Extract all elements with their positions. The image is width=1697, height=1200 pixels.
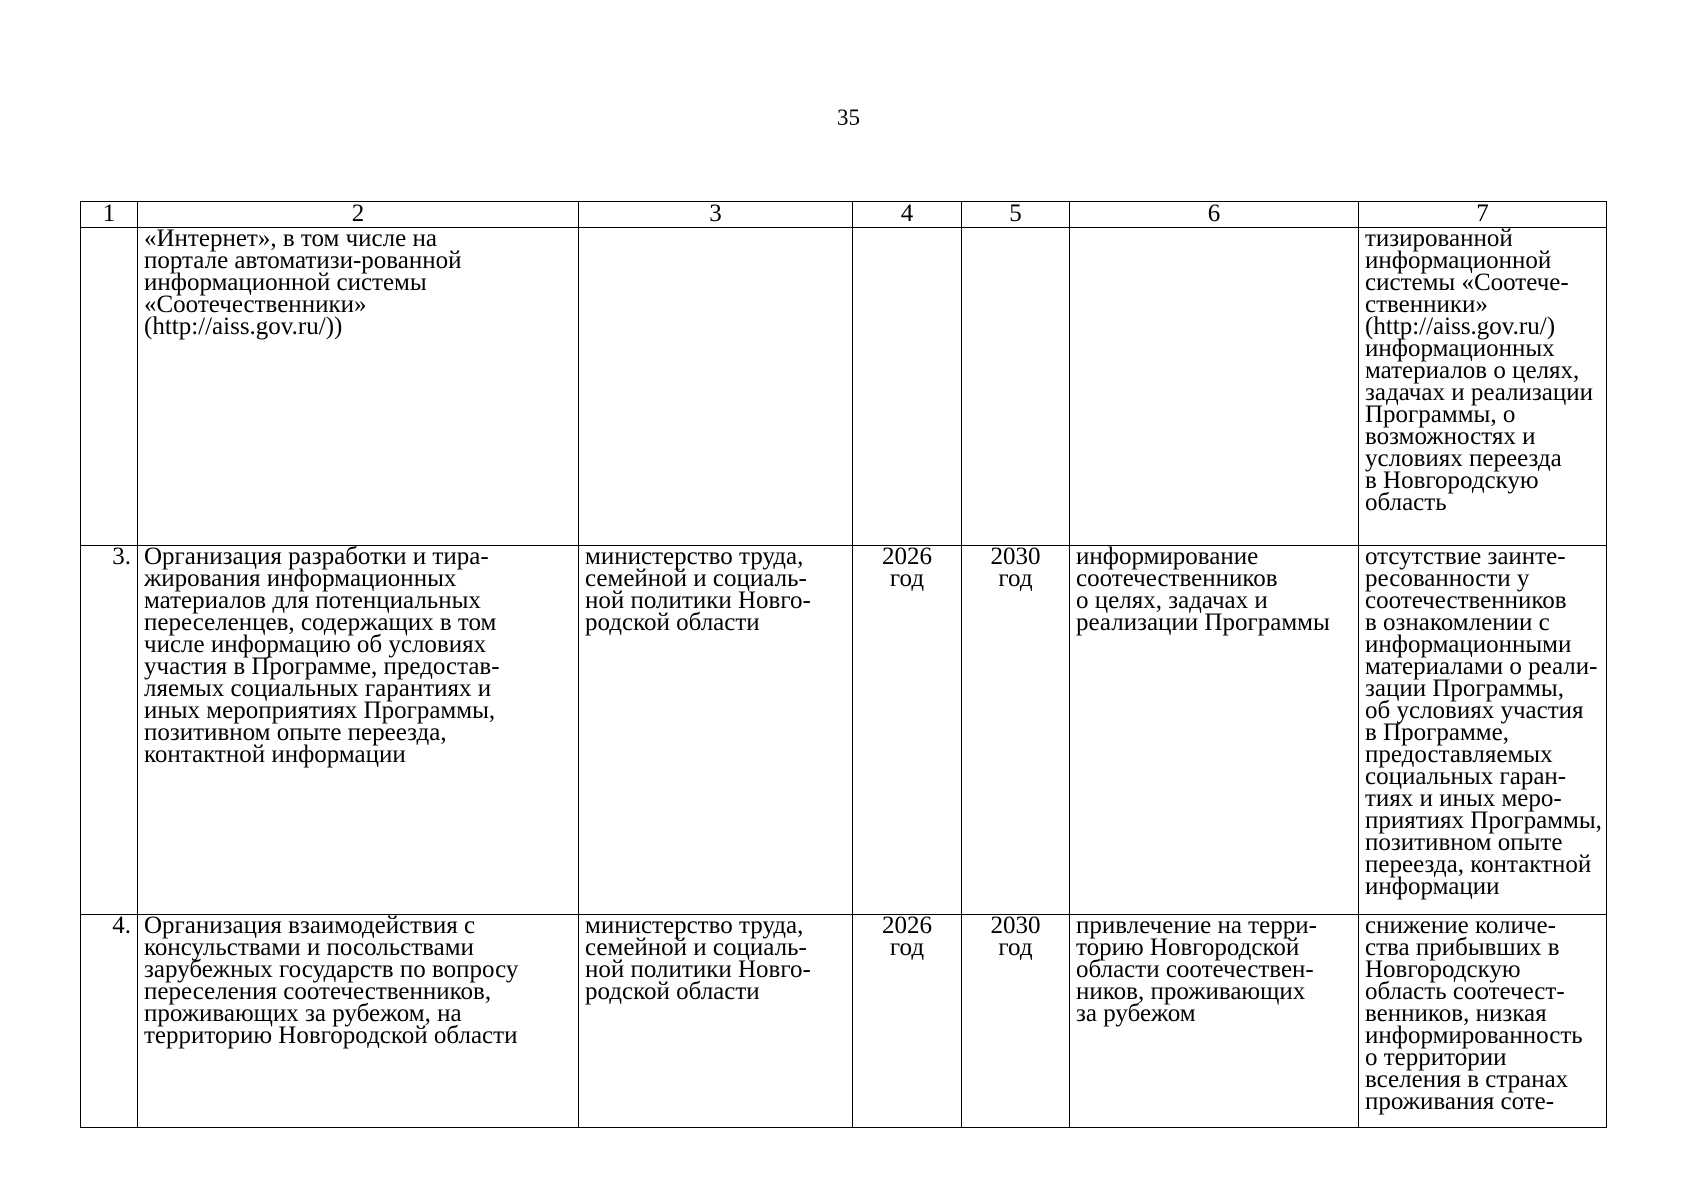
cell-text-line: год <box>889 934 925 961</box>
column-header: 2 <box>138 202 579 228</box>
cell-text-line: «Интернет», в том числе на <box>144 225 437 252</box>
cell-text-line: материалов для потенциальных <box>144 587 481 614</box>
program-activities-table <box>80 201 1607 1128</box>
table-header-row <box>81 202 1607 228</box>
cell-activity <box>138 912 579 1128</box>
cell-text-line: переезда, контактной <box>1365 851 1592 878</box>
cell-executor <box>579 912 853 1128</box>
column-header: 4 <box>853 202 962 228</box>
cell-text-line: приятиях Программы, <box>1365 807 1602 834</box>
cell-number <box>81 912 138 1128</box>
cell-text-line: информационных <box>1365 335 1555 362</box>
cell-text-line: ства прибывших в <box>1365 934 1560 961</box>
cell-text-line: жирования информационных <box>144 565 457 592</box>
cell-end-year <box>962 543 1070 915</box>
cell-text-line: проживания соте- <box>1365 1088 1555 1115</box>
cell-text-line: в ознакомлении с <box>1365 609 1550 636</box>
cell-text-line: о территории <box>1365 1044 1507 1071</box>
cell-text-line: Новгородскую <box>1365 956 1521 983</box>
cell-text-line: участия в Программе, предостав- <box>144 653 500 680</box>
cell-text-line: ной политики Новго- <box>585 587 811 614</box>
table-row <box>81 915 1607 1128</box>
cell-text-line: информирование <box>1076 543 1259 570</box>
cell-text-line: о целях, задачах и <box>1076 587 1268 614</box>
cell-text-line: семейной и социаль- <box>585 565 807 592</box>
cell-text-line: зарубежных государств по вопросу <box>144 956 519 983</box>
cell-text-line: социальных гаран- <box>1365 763 1567 790</box>
column-header: 6 <box>1070 202 1359 228</box>
cell-executor <box>579 543 853 915</box>
column-header: 7 <box>1359 202 1607 228</box>
cell-text-line: Организация взаимодействия с <box>144 912 476 939</box>
cell-text-line: родской области <box>585 609 760 636</box>
cell-number <box>81 543 138 915</box>
cell-text-line: ников, проживающих <box>1076 978 1306 1005</box>
column-header: 5 <box>962 202 1070 228</box>
cell-text-line: об условиях участия <box>1365 697 1584 724</box>
cell-start-year <box>853 543 962 915</box>
cell-text-line: условиях переезда <box>1365 445 1562 472</box>
cell-text-line: Программы, о <box>1365 401 1516 428</box>
cell-text-line: год <box>998 934 1033 961</box>
cell-text-line: иных мероприятиях Программы, <box>144 697 496 724</box>
cell-text-line: 2030 <box>990 543 1041 570</box>
cell-text-line: семейной и социаль- <box>585 934 807 961</box>
cell-text-line: привлечение на терри- <box>1076 912 1317 939</box>
cell-text-line: соотечественников <box>1365 587 1567 614</box>
cell-text-line: область <box>1365 489 1447 516</box>
cell-text-line: тизированной <box>1365 225 1513 252</box>
cell-text-line: области соотечествен- <box>1076 956 1314 983</box>
cell-text-line: контактной информации <box>144 741 406 768</box>
cell-expected-result <box>1070 543 1359 915</box>
cell-text-line: информированность <box>1365 1022 1583 1049</box>
cell-text-line: «Соотечественники» <box>144 291 367 318</box>
cell-text-line: снижение количе- <box>1365 912 1556 939</box>
cell-text-line: родской области <box>585 978 760 1005</box>
cell-text-line: ляемых социальных гарантиях и <box>144 675 492 702</box>
cell-text-line: 2026 <box>882 912 932 939</box>
cell-text-line: (http://aiss.gov.ru/) <box>1365 313 1556 340</box>
cell-text-line: год <box>998 565 1033 592</box>
cell-text-line: в Программе, <box>1365 719 1509 746</box>
cell-text-line: министерство труда, <box>585 912 804 939</box>
column-header: 3 <box>579 202 853 228</box>
cell-end-year <box>962 228 1070 546</box>
cell-non-implementation-consequence <box>1359 912 1607 1128</box>
cell-text-line: информационной <box>1365 247 1552 274</box>
cell-non-implementation-consequence <box>1359 543 1607 915</box>
cell-text-line: область соотечест- <box>1365 978 1565 1005</box>
cell-text-line: задачах и реализации <box>1365 379 1594 406</box>
cell-text-line: материалами о реали- <box>1365 653 1598 680</box>
cell-text-line: тиях и иных меро- <box>1365 785 1562 812</box>
cell-text-line: информации <box>1365 873 1500 900</box>
cell-text-line: Организация разработки и тира- <box>144 543 489 570</box>
cell-text-line: консульствами и посольствами <box>144 934 474 961</box>
cell-text-line: материалов о целях, <box>1365 357 1580 384</box>
cell-expected-result <box>1070 912 1359 1128</box>
cell-text-line: венников, низкая <box>1365 1000 1547 1027</box>
cell-text-line: вселения в странах <box>1365 1066 1569 1093</box>
cell-text-line: позитивном опыте переезда, <box>144 719 447 746</box>
cell-text-line: системы «Соотече- <box>1365 269 1569 296</box>
row-number: 3. <box>112 543 131 570</box>
cell-text-line: информационными <box>1365 631 1572 658</box>
cell-text-line: проживающих за рубежом, на <box>144 1000 462 1027</box>
cell-activity <box>138 225 579 546</box>
cell-text-line: за рубежом <box>1076 1000 1196 1027</box>
cell-text-line: в Новгородскую <box>1365 467 1539 494</box>
cell-text-line: ной политики Новго- <box>585 956 811 983</box>
cell-text-line: возможностях и <box>1365 423 1536 450</box>
cell-text-line: реализации Программы <box>1076 609 1330 636</box>
row-number: 4. <box>112 912 131 939</box>
cell-expected-result <box>1070 228 1359 546</box>
cell-text-line: ственники» <box>1365 291 1488 318</box>
column-header: 1 <box>81 202 138 228</box>
cell-number <box>81 228 138 546</box>
cell-text-line: позитивном опыте <box>1365 829 1563 856</box>
cell-text-line: отсутствие заинте- <box>1365 543 1566 570</box>
cell-text-line: предоставляемых <box>1365 741 1553 768</box>
cell-end-year <box>962 912 1070 1128</box>
table-row <box>81 228 1607 546</box>
cell-text-line: год <box>889 565 925 592</box>
cell-activity <box>138 543 579 915</box>
cell-text-line: соотечественников <box>1076 565 1278 592</box>
cell-non-implementation-consequence <box>1359 225 1607 546</box>
cell-text-line: портале автоматизи-рованной <box>144 247 462 274</box>
cell-executor <box>579 228 853 546</box>
cell-text-line: переселения соотечественников, <box>144 978 492 1005</box>
cell-text-line: ресованности у <box>1365 565 1530 592</box>
cell-text-line: 2026 <box>882 543 932 570</box>
cell-text-line: зации Программы, <box>1365 675 1564 702</box>
cell-start-year <box>853 228 962 546</box>
cell-text-line: торию Новгородской <box>1076 934 1300 961</box>
table-row <box>81 546 1607 915</box>
cell-text-line: переселенцев, содержащих в том <box>144 609 497 636</box>
page-number: 35 <box>837 105 860 130</box>
cell-text-line: 2030 <box>990 912 1041 939</box>
cell-text-line: информационной системы <box>144 269 427 296</box>
cell-text-line: министерство труда, <box>585 543 804 570</box>
cell-start-year <box>853 912 962 1128</box>
cell-text-line: числе информацию об условиях <box>144 631 487 658</box>
cell-text-line: (http://aiss.gov.ru/)) <box>144 313 343 340</box>
cell-text-line: территорию Новгородской области <box>144 1022 518 1049</box>
